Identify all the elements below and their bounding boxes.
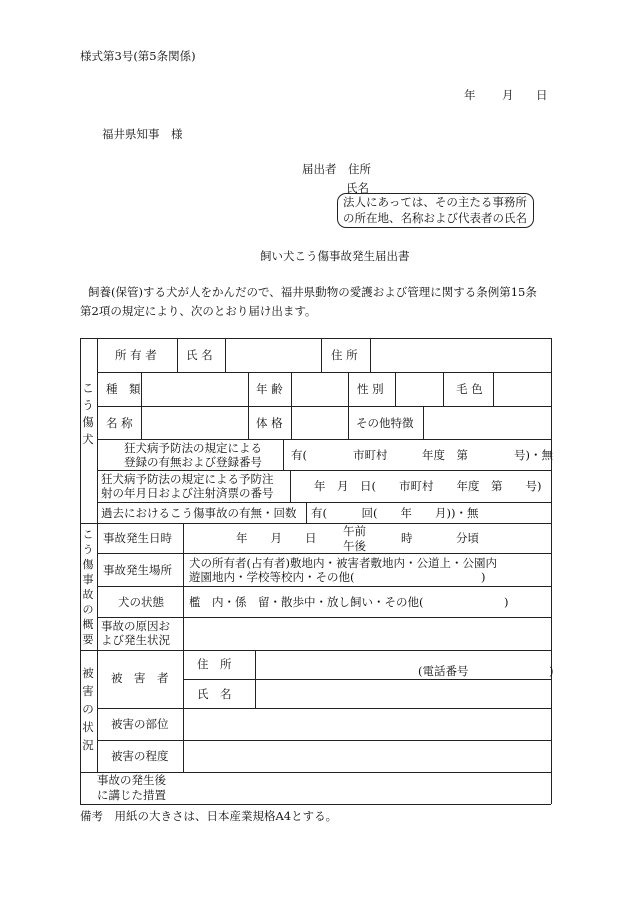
owner-label: 所 有 者 — [115, 348, 157, 362]
breed-label: 種 類 — [106, 382, 141, 396]
rabies-registration-value: 有( 市町村 年度 第 号)・無 — [291, 448, 553, 462]
victim-label: 被 害 者 — [111, 671, 169, 685]
accident-place-label: 事故発生場所 — [103, 563, 172, 577]
vaccination-label-2: 射の年月日および注射済票の番号 — [101, 486, 274, 500]
date-year: 年 — [464, 88, 476, 102]
victim-name-label: 氏 名 — [197, 687, 232, 701]
footnote: 備考 用紙の大きさは、日本産業規格A4とする。 — [80, 809, 338, 823]
addressee: 福井県知事 様 — [102, 127, 183, 141]
vaccination-label-1: 狂犬病予防法の規定による予防注 — [101, 472, 274, 486]
pm-label: 午後 — [343, 539, 366, 553]
section-damage-heading: 被害の状況 — [82, 666, 94, 752]
coat-color-label: 毛 色 — [456, 382, 483, 396]
hour-label: 時 — [401, 531, 413, 545]
form-number: 様式第3号(第5条関係) — [80, 49, 196, 63]
victim-phone-label: (電話番号 ) — [418, 664, 554, 678]
measures-label-2: に講じた措置 — [97, 788, 166, 802]
age-label: 年 齢 — [256, 382, 283, 396]
victim-address-label: 住 所 — [197, 657, 232, 671]
measures-label-1: 事故の発生後 — [97, 773, 166, 787]
accident-place-options-1: 犬の所有者(占有者)敷地内・被害者敷地内・公道上・公園内 — [189, 556, 497, 570]
vaccination-value: 年 月 日( 市町村 年度 第 号) — [314, 479, 542, 493]
cause-label-1: 事故の原因お — [101, 619, 170, 633]
dog-name-label: 名 称 — [106, 416, 133, 430]
sex-label: 性 別 — [357, 382, 384, 396]
section-overview-heading: こう傷事故の概要 — [82, 528, 94, 646]
body-line-1: 飼養(保管)する犬が人をかんだので、福井県動物の愛護および管理に関する条例第15条 — [88, 285, 537, 299]
rabies-registration-label-2: 登録の有無および登録番号 — [124, 455, 262, 469]
dog-state-options: 檻 内・係 留・散歩中・放し飼い・その他( ) — [189, 595, 509, 609]
past-accident-value: 有( 回( 年 月))・無 — [311, 506, 479, 520]
am-label: 午前 — [343, 524, 366, 538]
damage-degree-label: 被害の程度 — [111, 749, 169, 763]
corporate-note-line-1: 法人にあっては、その主たる事務所 — [343, 195, 527, 209]
date-month: 月 — [502, 88, 514, 102]
notifier-address-label: 届出者 住所 — [302, 162, 371, 176]
accident-datetime-value: 年 月 日 — [236, 531, 317, 545]
date-day: 日 — [536, 88, 548, 102]
past-accident-label: 過去におけるこう傷事故の有無・回数 — [101, 506, 297, 520]
owner-address-label: 住 所 — [331, 348, 358, 362]
section-dog-heading: こう傷犬 — [82, 381, 94, 446]
owner-name-label: 氏 名 — [186, 348, 213, 362]
accident-place-options-2: 遊園地内・学校等校内・その他( ) — [189, 570, 486, 584]
minute-label: 分頃 — [456, 531, 479, 545]
accident-datetime-label: 事故発生日時 — [103, 531, 172, 545]
build-label: 体 格 — [256, 416, 283, 430]
damage-part-label: 被害の部位 — [111, 717, 169, 731]
other-features-label: その他特徴 — [356, 416, 414, 430]
notifier-name-label: 氏名 — [346, 181, 369, 195]
dog-state-label: 犬の状態 — [118, 595, 164, 609]
body-line-2: 第2項の規定により、次のとおり届け出ます。 — [80, 304, 317, 318]
rabies-registration-label-1: 狂犬病予防法の規定による — [124, 441, 262, 455]
document-title: 飼い犬こう傷事故発生届出書 — [260, 249, 410, 263]
corporate-note-line-2: の所在地、名称および代表者の氏名 — [343, 211, 527, 225]
cause-label-2: よび発生状況 — [101, 633, 170, 647]
